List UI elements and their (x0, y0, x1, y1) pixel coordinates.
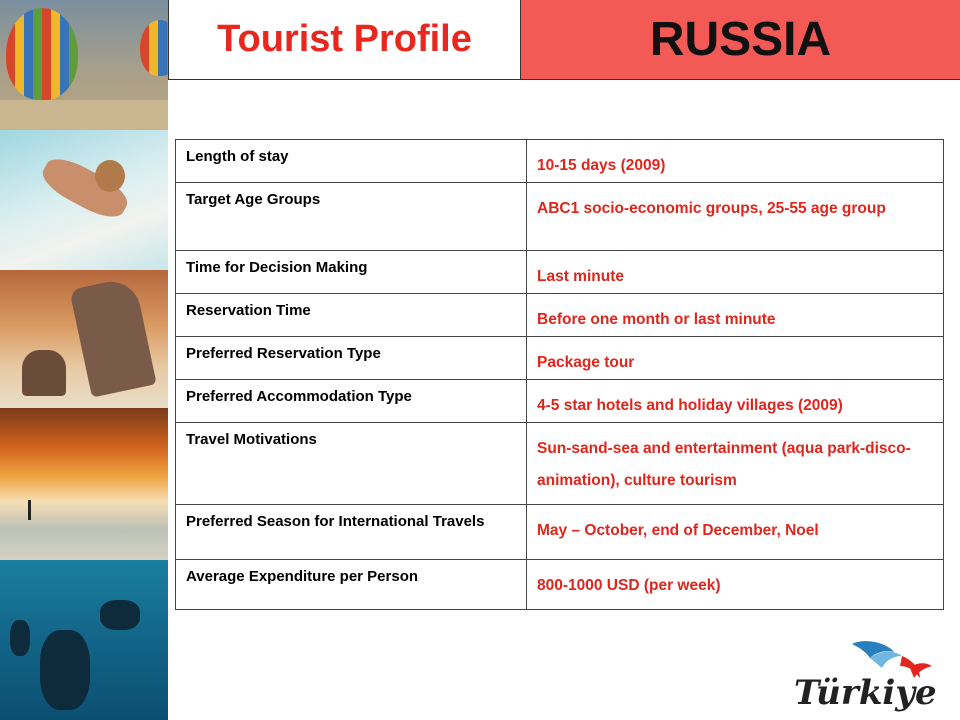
row-label: Target Age Groups (176, 183, 527, 251)
table-row (176, 560, 944, 610)
row-value: 4-5 star hotels and holiday villages (2009) (527, 380, 944, 423)
table-row (176, 183, 944, 251)
table-row (176, 251, 944, 294)
table-row (176, 505, 944, 560)
table-row (176, 380, 944, 423)
photo-strip (0, 0, 168, 720)
scuba-divers-photo (0, 560, 168, 720)
row-value: Package tour (527, 337, 944, 380)
row-label: Time for Decision Making (176, 251, 527, 294)
hot-air-balloons-photo (0, 0, 168, 130)
svg-text:Türkiye: Türkiye (794, 673, 937, 713)
row-label: Preferred Reservation Type (176, 337, 527, 380)
turkiye-logo (790, 638, 950, 718)
row-value: ABC1 socio-economic groups, 25-55 age group (527, 183, 944, 251)
row-label: Length of stay (176, 140, 527, 183)
page-title: Tourist Profile (217, 18, 472, 60)
row-label: Preferred Accommodation Type (176, 380, 527, 423)
row-value: Sun-sand-sea and entertainment (aqua park-disco-animation), culture tourism (527, 423, 944, 505)
table-row (176, 337, 944, 380)
row-value: 10-15 days (2009) (527, 140, 944, 183)
row-label: Travel Motivations (176, 423, 527, 505)
row-value: Last minute (527, 251, 944, 294)
beach-sunbather-photo (0, 130, 168, 270)
row-label: Preferred Season for International Travels (176, 505, 527, 560)
row-value: Before one month or last minute (527, 294, 944, 337)
row-label: Average Expenditure per Person (176, 560, 527, 610)
row-value: May – October, end of December, Noel (527, 505, 944, 560)
table-row (176, 140, 944, 183)
row-value: 800-1000 USD (per week) (527, 560, 944, 610)
country-title: RUSSIA (649, 13, 832, 66)
title-box (168, 0, 521, 80)
row-label: Reservation Time (176, 294, 527, 337)
stone-heads-photo (0, 270, 168, 408)
table-row (176, 423, 944, 505)
tourist-profile-table (175, 139, 944, 610)
table-row (176, 294, 944, 337)
country-box (521, 0, 960, 80)
sunset-travertine-photo (0, 408, 168, 560)
